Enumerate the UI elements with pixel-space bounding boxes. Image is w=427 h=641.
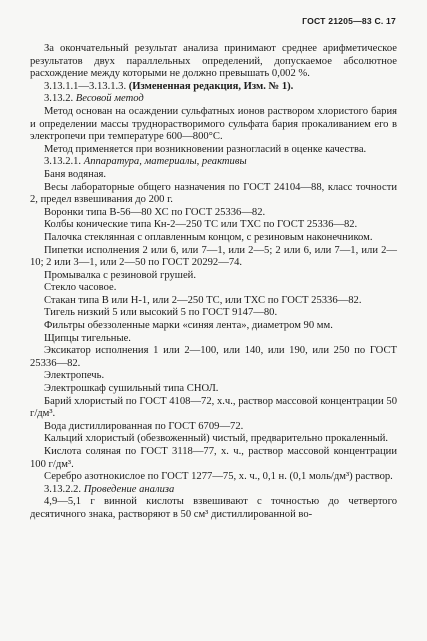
list-item: Баня водяная. — [44, 168, 107, 180]
document-body — [30, 43, 397, 522]
paragraph: За окончательный результат анализа принимают среднее арифметическое результатов двух параллельных определений, допускаемое абсолютное расхождение между которыми не должно превышать 0,002 %. — [30, 43, 397, 80]
list-item: Кальций хлористый (обезвоженный) чистый, предварительно прокаленный. — [44, 433, 389, 445]
list-item: Кислота соляная по ГОСТ 3118—77, х. ч., раствор массовой концентрации 100 г/дм³. — [30, 446, 397, 470]
list-item: Щипцы тигельные. — [44, 332, 131, 344]
list-item: Электрошкаф сушильный типа СНОЛ. — [44, 383, 219, 395]
section-heading: 3.13.2.2. Проведение анализа — [44, 483, 175, 495]
section-heading: 3.13.2. Весовой метод — [44, 93, 144, 105]
list-item: Колбы конические типа Кн-2—250 ТС или ТХС по ГОСТ 25336—82. — [44, 219, 358, 231]
paragraph: Метод применяется при возникновении разногласий в оценке качества. — [44, 143, 367, 155]
amendment-note: 3.13.1.1—3.13.1.3. (Измененная редакция, Изм. № 1). — [44, 80, 294, 92]
list-item: Эксикатор исполнения 1 или 2—100, или 140, или 190, или 250 по ГОСТ 25336—82. — [30, 345, 397, 369]
list-item: Фильтры обеззоленные марки «синяя лента», диаметром 90 мм. — [44, 320, 333, 332]
list-item: Палочка стеклянная с оплавленным концом, с резиновым наконечником. — [44, 231, 373, 243]
list-item: Электропечь. — [44, 370, 105, 382]
list-item: Пипетки исполнения 2 или 6, или 7—1, или 2—5; 2 или 6, или 7—1, или 2—10; 2 или 3—1, или 2—50 по ГОСТ 20292—74. — [30, 244, 397, 269]
section-heading: 3.13.2.1. Аппаратура, материалы, реактивы — [44, 156, 247, 168]
list-item: Стакан типа В или Н-1, или 2—250 ТС, или ТХС по ГОСТ 25336—82. — [44, 294, 362, 306]
paragraph: Метод основан на осаждении сульфатных ионов раствором хлористого бария и определении массы труднорастворимого сульфата бария прокаливанием его в электропечи при температуре 600—800°С. — [30, 105, 397, 143]
list-item: Воронки типа В-56—80 ХС по ГОСТ 25336—82. — [44, 206, 266, 218]
list-item: Тигель низкий 5 или высокий 5 по ГОСТ 9147—80. — [44, 307, 278, 319]
list-item: Серебро азотнокислое по ГОСТ 1277—75, х. ч., 0,1 н. (0,1 моль/дм³) раствор. — [44, 471, 393, 483]
list-item: Стекло часовое. — [44, 282, 117, 294]
running-header: ГОСТ 21205—83 С. 17 — [302, 16, 396, 26]
list-item: Весы лабораторные общего назначения по ГОСТ 24104—88, класс точности 2, предел взвешивания до 200 г. — [30, 181, 397, 206]
paragraph: 4,9—5,1 г винной кислоты взвешивают с точностью до четвертого десятичного знака, растворяют в 50 см³ дистиллированной во- — [30, 496, 397, 520]
list-item: Промывалка с резиновой грушей. — [44, 269, 196, 281]
list-item: Барий хлористый по ГОСТ 4108—72, х.ч., раствор массовой концентрации 50 г/дм³. — [30, 395, 397, 420]
list-item: Вода дистиллированная по ГОСТ 6709—72. — [44, 420, 244, 432]
